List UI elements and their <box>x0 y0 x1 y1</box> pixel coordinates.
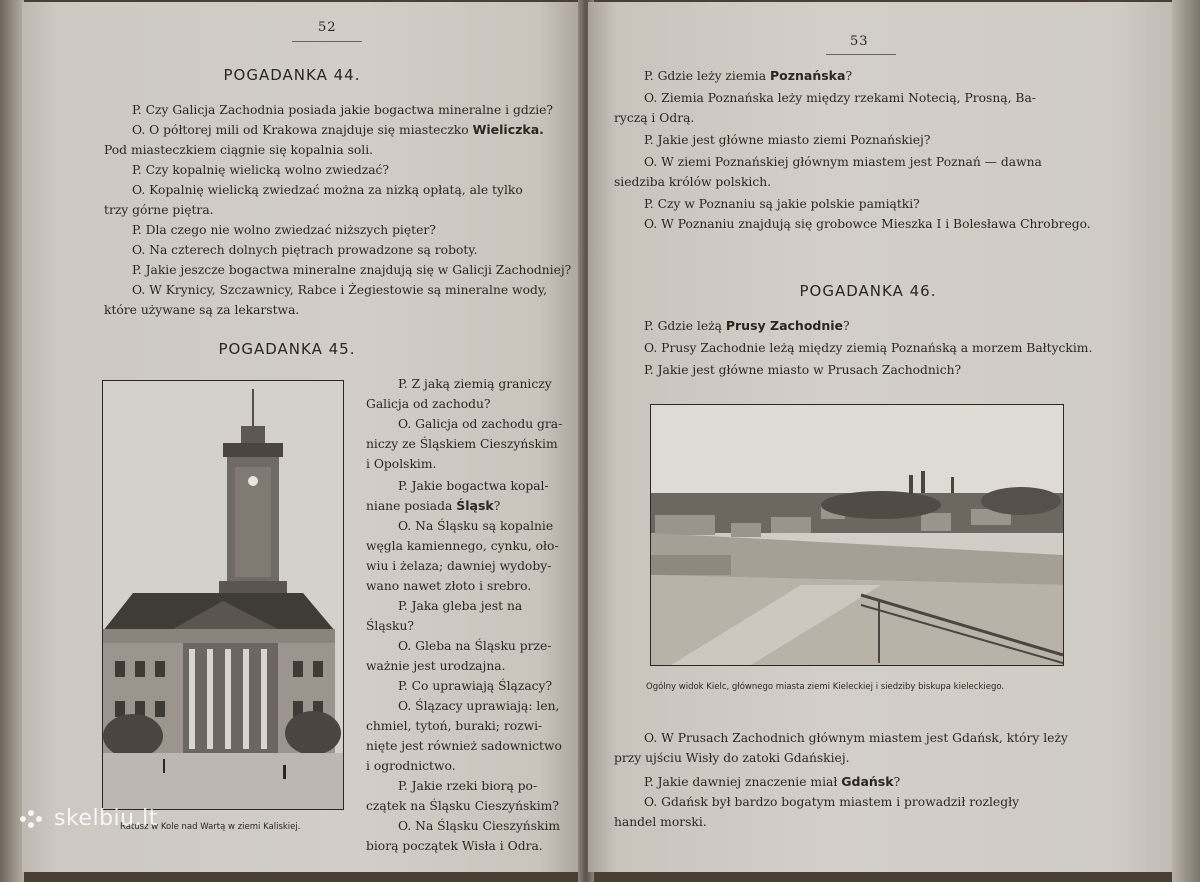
text-line: wiu i żelaza; dawniej wydoby- <box>366 559 552 573</box>
watermark-logo-icon <box>20 808 46 830</box>
town-hall-illustration <box>103 381 343 809</box>
text-line: wano nawet złoto i srebro. <box>366 579 532 593</box>
text-line: Pod miasteczkiem ciągnie się kopalnia soli. <box>104 143 374 157</box>
text-line: P. Jakie dawniej znaczenie miał Gdańsk? <box>644 774 901 789</box>
text-line: O. Gleba na Śląsku prze- <box>398 639 552 653</box>
right-page <box>588 2 1174 872</box>
watermark-text: skelbiu.lt <box>54 806 158 831</box>
bold-term: Śląsk <box>456 498 494 513</box>
text-line: P. Jakie jest główne miasto w Prusach Zachodnich? <box>644 363 962 377</box>
book-edge-left <box>0 0 24 882</box>
text-line: P. Czy kopalnię wielicką wolno zwiedzać? <box>132 163 390 177</box>
text-line: P. Jakie jest główne miasto ziemi Poznańskiej? <box>644 133 931 147</box>
text-line: O. Gdańsk był bardzo bogatym miastem i prowadził rozległy <box>644 795 1020 809</box>
lesson-title: POGADANKA 44. <box>223 66 361 84</box>
bold-term: Poznańska <box>769 68 846 83</box>
text-line: P. Czy Galicja Zachodnia posiada jakie bogactwa mineralne i gdzie? <box>132 103 554 117</box>
text-line: P. Czy w Poznaniu są jakie polskie pamiątki? <box>644 197 920 211</box>
page-number-rule <box>826 54 896 55</box>
watermark <box>20 806 158 831</box>
text-line: O. W Prusach Zachodnich głównym miastem jest Gdańsk, który leży <box>644 731 1068 745</box>
text-line: O. Na Śląsku są kopalnie <box>398 519 554 533</box>
text-line: przy ujściu Wisły do zatoki Gdańskiej. <box>614 751 850 765</box>
kielce-panorama-photo <box>650 404 1064 666</box>
text-line: i Opolskim. <box>366 457 437 471</box>
text-line: Śląsku? <box>366 619 414 633</box>
text-line: siedziba królów polskich. <box>614 175 772 189</box>
bold-term: Gdańsk <box>841 774 894 789</box>
text-line: P. Jakie jeszcze bogactwa mineralne znajdują się w Galicji Zachodniej? <box>132 263 572 277</box>
text-line: chmiel, tytoń, buraki; rozwi- <box>366 719 543 733</box>
text-line: P. Z jaką ziemią graniczy <box>398 377 552 391</box>
text-line: Galicja od zachodu? <box>366 397 491 411</box>
text-line: P. Jakie rzeki biorą po- <box>398 779 538 793</box>
text-line: O. Ślązacy uprawiają: len, <box>398 699 560 713</box>
text-line: biorą początek Wisła i Odra. <box>366 839 543 853</box>
text-line: ważnie jest urodzajna. <box>366 659 506 673</box>
text-line: O. W Krynicy, Szczawnicy, Rabce i Żegiestowie są mineralne wody, <box>132 283 548 297</box>
book-edge-right <box>1172 0 1200 882</box>
text-line: węgla kamiennego, cynku, oło- <box>366 539 559 553</box>
text-line: handel morski. <box>614 815 707 829</box>
text-line: P. Gdzie leży ziemia Poznańska? <box>644 68 853 83</box>
photo-caption: Ratusz w Kole nad Wartą w ziemi Kaliskiej. <box>120 822 301 832</box>
text-line: O. O półtorej mili od Krakowa znajduje się miasteczko Wieliczka. <box>132 122 544 137</box>
text-line: i ogrodnictwo. <box>366 759 456 773</box>
text-line: trzy górne piętra. <box>104 203 214 217</box>
text-line: P. Co uprawiają Ślązacy? <box>398 679 553 693</box>
kielce-panorama-illustration <box>651 405 1063 665</box>
page-number: 52 <box>318 20 337 35</box>
text-line: O. W ziemi Poznańskiej głównym miastem jest Poznań — dawna <box>644 155 1042 169</box>
text-line: O. Na czterech dolnych piętrach prowadzone są roboty. <box>132 243 478 257</box>
text-line: P. Gdzie leżą Prusy Zachodnie? <box>644 318 850 333</box>
lesson-title: POGADANKA 45. <box>218 340 356 358</box>
text-line: P. Dla czego nie wolno zwiedzać niższych pięter? <box>132 223 436 237</box>
text-line: nięte jest również sadownictwo <box>366 739 562 753</box>
left-page <box>22 2 584 872</box>
photo-caption: Ogólny widok Kielc, głównego miasta ziemi Kieleckiej i siedziby biskupa kieleckiego. <box>646 682 1005 692</box>
text-line: O. Na Śląsku Cieszyńskim <box>398 819 561 833</box>
lesson-title: POGADANKA 46. <box>799 282 937 300</box>
page-number-rule <box>292 41 362 42</box>
page-number: 53 <box>850 34 869 49</box>
town-hall-photo <box>102 380 344 810</box>
text-line: O. Prusy Zachodnie leżą między ziemią Poznańską a morzem Bałtyckim. <box>644 341 1093 355</box>
bold-term: Prusy Zachodnie <box>725 318 844 333</box>
text-line: O. Galicja od zachodu gra- <box>398 417 563 431</box>
text-line: niane posiada Śląsk? <box>366 498 501 513</box>
text-line: O. W Poznaniu znajdują się grobowce Mieszka I i Bolesława Chrobrego. <box>644 217 1091 231</box>
text-line: O. Ziemia Poznańska leży między rzekami Notecią, Prosną, Ba- <box>644 91 1036 105</box>
text-line: ryczą i Odrą. <box>614 111 695 125</box>
text-line: niczy ze Śląskiem Cieszyńskim <box>366 437 558 451</box>
text-line: które używane są za lekarstwa. <box>104 303 300 317</box>
bold-term: Wieliczka. <box>472 122 544 137</box>
text-line: O. Kopalnię wielicką zwiedzać można za nizką opłatą, ale tylko <box>132 183 523 197</box>
text-line: czątek na Śląsku Cieszyńskim? <box>366 799 559 813</box>
text-line: P. Jaka gleba jest na <box>398 599 523 613</box>
text-line: P. Jakie bogactwa kopal- <box>398 479 549 493</box>
